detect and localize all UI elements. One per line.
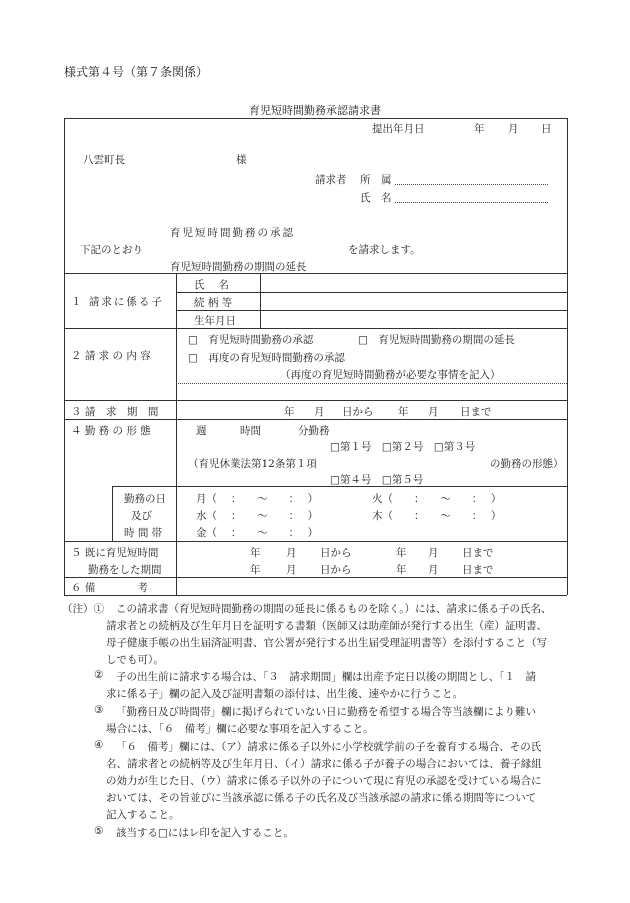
row1-label: １ 請求に係る子 xyxy=(71,296,164,308)
affiliation-field[interactable] xyxy=(395,184,548,185)
form-type-suffix: の勤務の形態） xyxy=(490,458,564,470)
row4-label: ４ 勤 務 の 形 態 xyxy=(71,425,151,437)
note-2-line-1: 子の出生前に請求する場合は、「３ 請求期間」欄は出産予定日以後の期間とし、「１ 請 xyxy=(116,671,536,683)
name-field[interactable] xyxy=(395,202,548,203)
relationship-label: 続 柄 等 xyxy=(194,297,233,309)
workday-and-label: 及び xyxy=(131,510,152,522)
schedule-thursday: 木（ ： 〜 ： ） xyxy=(372,510,502,522)
request-suffix: を請求します。 xyxy=(348,244,421,256)
note-5-marker: ⑤ xyxy=(94,825,104,837)
note-4-line-4: おいては、その旨並びに当該承認に係る子の氏名及び当該承認の請求に係る期間等について xyxy=(106,792,537,804)
request-option-approval: 育児短時間勤務の承認 xyxy=(170,227,295,239)
remarks-field[interactable] xyxy=(180,580,560,594)
past-from-1: 日から xyxy=(320,547,352,559)
submit-date-label: 提出年月日 xyxy=(372,123,425,135)
note-2-marker: ② xyxy=(94,669,104,681)
note-4-line-3: の効力が生じた日、（ウ）請求に係る子以外の子について現に育児の承認を受けている場合に xyxy=(106,775,542,787)
request-prefix: 下記のとおり xyxy=(80,244,143,256)
note-4-marker: ④ xyxy=(94,739,104,751)
period-from: 日から xyxy=(342,406,374,418)
past-month-2: 月 xyxy=(428,547,439,559)
note-1-line-1: この請求書（育児短時間勤務の期間の延長に係るものを除く。）には、請求に係る子の氏名、 xyxy=(116,603,552,615)
note-1-line-3: 母子健康手帳の出生届済証明書、官公署が発行する出生届受理証明書等）を添付すること（写 xyxy=(106,637,547,649)
addressee: 八雲町長 xyxy=(83,154,125,166)
note-3-line-2: 場合には、「６ 備考」欄に必要な事項を記入すること。 xyxy=(106,723,374,735)
schedule-wednesday: 水（ ： 〜 ： ） xyxy=(196,510,319,522)
period-year-1: 年 xyxy=(284,406,295,418)
row5-label-1: ５ 既に育児短時間 xyxy=(71,547,159,559)
past-from-2: 日から xyxy=(320,564,352,576)
workday-label: 勤務の日 xyxy=(124,493,166,505)
past-to-2: 日まで xyxy=(462,564,494,576)
row2-label: ２ 請 求 の 内 容 xyxy=(71,350,151,362)
birthdate-label: 生年月日 xyxy=(194,315,236,327)
hours-label: 時間 xyxy=(240,425,261,437)
requester-label: 請求者 xyxy=(315,174,347,186)
timeslot-label: 時 間 帯 xyxy=(124,527,163,539)
past-month-1: 月 xyxy=(286,547,297,559)
note-4-line-1: 「６ 備考」欄には、（ア）請求に係る子以外に小学校就学前の子を養育する場合、その氏 xyxy=(116,741,542,753)
past-year-4: 年 xyxy=(396,564,407,576)
row3-label: ３ 請 求 期 間 xyxy=(71,406,159,418)
year-label: 年 xyxy=(474,123,485,135)
form-number-label: 様式第４号（第７条関係） xyxy=(64,65,209,79)
past-to-1: 日まで xyxy=(462,547,494,559)
row6-label: ６ 備 考 xyxy=(71,582,148,594)
note-2-line-2: 求に係る子」欄の記入及び証明書類の添付は、出生後、速やかに行うこと。 xyxy=(106,688,463,700)
reapproval-note: （再度の育児短時間勤務が必要な事情を記入） xyxy=(280,369,501,381)
request-option-extension: 育児短時間勤務の期間の延長 xyxy=(170,261,307,273)
option-approval-checkbox[interactable]: □ 育児短時間勤務の承認 xyxy=(188,334,314,346)
period-to: 日まで xyxy=(460,406,492,418)
past-year-2: 年 xyxy=(396,547,407,559)
affiliation-label: 所 属 xyxy=(360,174,392,186)
note-1-line-2: 請求者との続柄及び生年月日を証明する書類（医師又は助産師が発行する出生（産）証明書、 xyxy=(106,620,547,632)
note-4-line-2: 名、請求者との続柄等及び生年月日、（イ）請求に係る子が養子の場合においては、養子縁組 xyxy=(106,758,542,770)
period-month-1: 月 xyxy=(314,406,325,418)
child-name-label: 氏 名 xyxy=(194,279,229,291)
document-title: 育児短時間勤務承認請求書 xyxy=(249,104,381,117)
schedule-friday: 金（ ： 〜 ： ） xyxy=(196,527,319,539)
note-4-line-5: 記入すること。 xyxy=(106,809,180,821)
name-label: 氏 名 xyxy=(360,192,392,204)
day-label: 日 xyxy=(541,123,552,135)
note-3-line-1: 「勤務日及び時間帯」欄に掲げられていない日に勤務を希望する場合等当該欄により難い xyxy=(116,706,536,718)
month-label: 月 xyxy=(508,123,519,135)
period-month-2: 月 xyxy=(428,406,439,418)
form-type-checkboxes-2[interactable]: □第４号 □第５号 xyxy=(330,474,424,486)
period-year-2: 年 xyxy=(398,406,409,418)
minutes-label: 分勤務 xyxy=(298,425,330,437)
row5-label-2: 勤務をした期間 xyxy=(88,564,162,576)
past-year-1: 年 xyxy=(250,547,261,559)
form-type-checkboxes-1[interactable]: □第１号 □第２号 □第３号 xyxy=(330,441,476,453)
past-month-3: 月 xyxy=(286,564,297,576)
schedule-tuesday: 火（ ： 〜 ： ） xyxy=(372,493,502,505)
honorific: 様 xyxy=(236,154,247,166)
note-1-line-4: しでも可）。 xyxy=(106,654,164,666)
note-3-marker: ③ xyxy=(94,704,104,716)
past-month-4: 月 xyxy=(428,564,439,576)
schedule-monday: 月（ ： 〜 ： ） xyxy=(196,493,319,505)
law-reference: （育児休業法第12条第１項 xyxy=(188,458,317,470)
note-1-marker: （注）① xyxy=(62,603,104,615)
option-reapproval-checkbox[interactable]: □ 再度の育児短時間勤務の承認 xyxy=(188,352,345,364)
week-label: 週 xyxy=(196,425,207,437)
note-5-line-1: 該当する□にはレ印を記入すること。 xyxy=(116,827,294,839)
option-extension-checkbox[interactable]: □ 育児短時間勤務の期間の延長 xyxy=(358,334,515,346)
past-year-3: 年 xyxy=(250,564,261,576)
